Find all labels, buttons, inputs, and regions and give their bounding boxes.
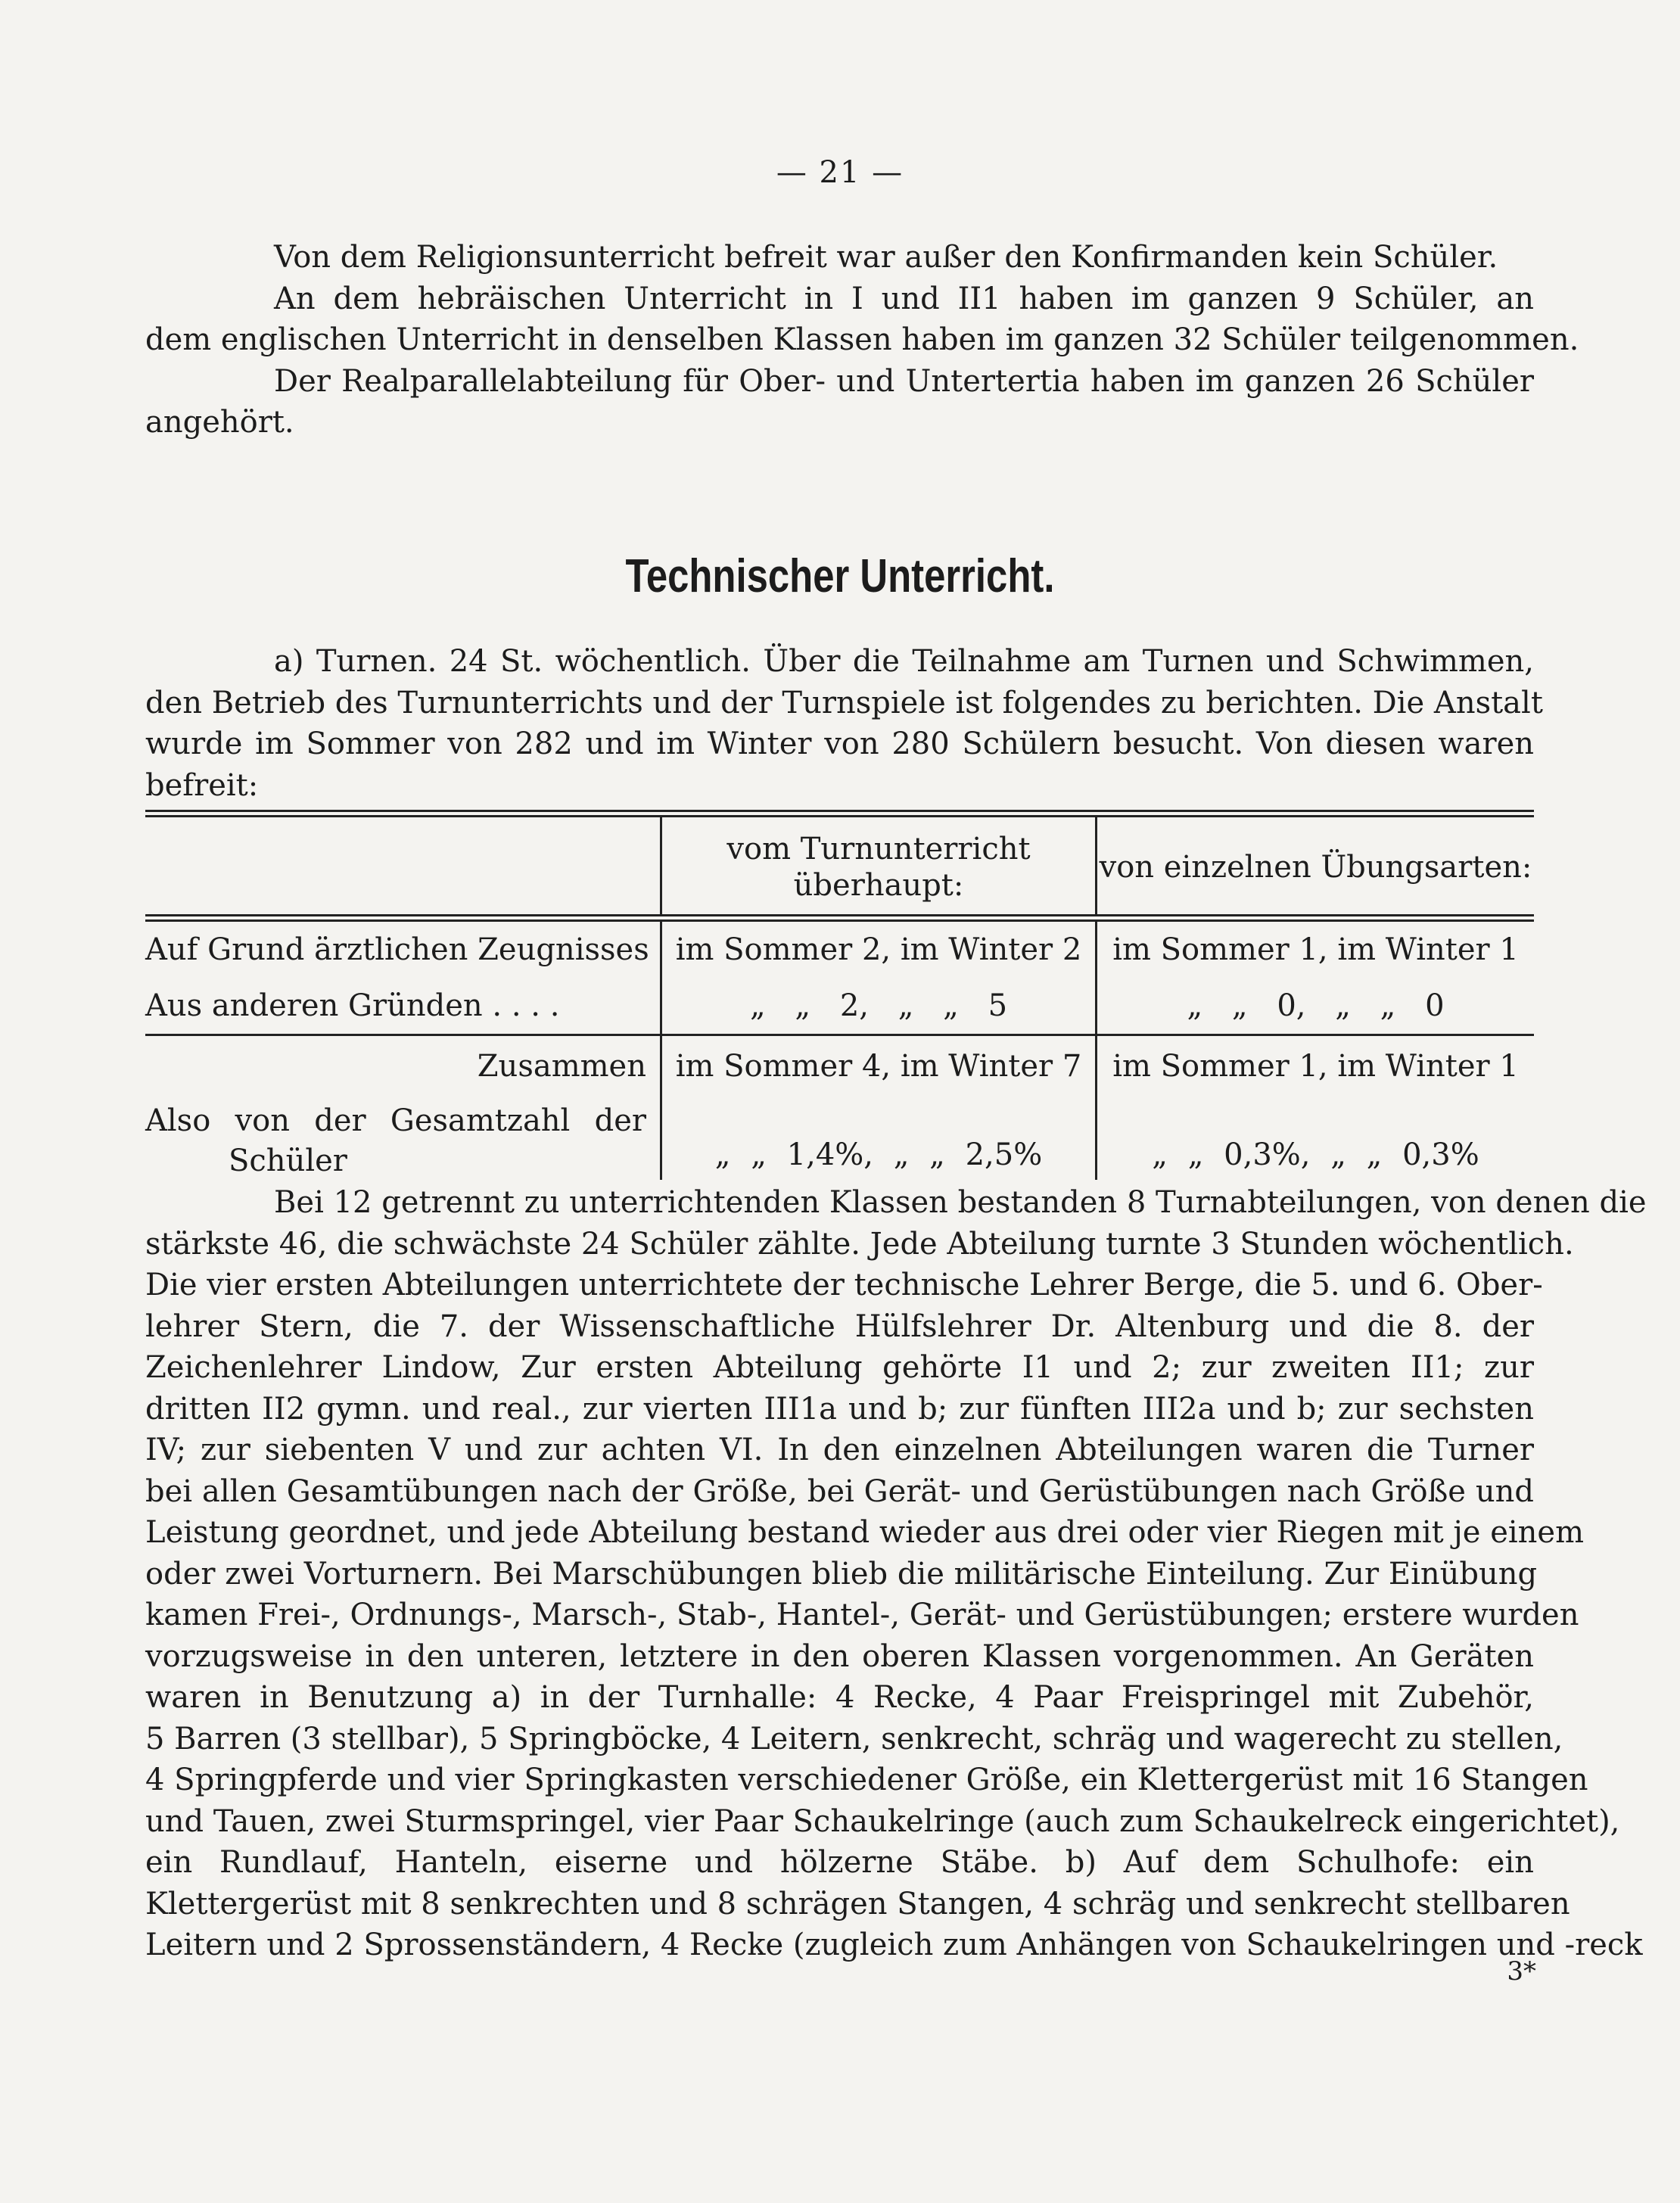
- text-line: stärkste 46, die schwächste 24 Schüler zählte. Jede Abteilung turnte 3 Stunden wöchentlich.: [145, 1226, 1574, 1262]
- table-header-row: [145, 817, 1534, 914]
- text-line: 5 Barren (3 stellbar), 5 Springböcke, 4 Leitern, senkrecht, schräg und wagerecht zu stellen,: [145, 1721, 1563, 1756]
- table-header-rule: [145, 914, 1534, 922]
- header-col-specific: von einzelnen Übungsarten:: [1095, 817, 1534, 914]
- table-row: [145, 1036, 1534, 1097]
- text-line: angehört.: [145, 405, 294, 440]
- table-row: [145, 1097, 1534, 1180]
- text-line: lehrer Stern, die 7. der Wissenschaftliche Hülfslehrer Dr. Altenburg und die 8. der: [145, 1308, 1534, 1344]
- text-line: den Betrieb des Turnunterrichts und der Turnspiele ist folgendes zu berichten. Die Anstalt: [145, 685, 1543, 720]
- row-value: im Sommer 1, im Winter 1: [1095, 922, 1534, 978]
- header-text: überhaupt:: [793, 868, 964, 903]
- text-line: kamen Frei-, Ordnungs-, Marsch-, Stab-, Hantel-, Gerät- und Gerüstübungen; erstere wurden: [145, 1598, 1579, 1632]
- turnen-paragraph: [145, 641, 1543, 806]
- text-line: dem englischen Unterricht in denselben Klassen haben im ganzen 32 Schüler teilgenommen.: [145, 322, 1579, 357]
- header-col-general: [660, 817, 1095, 914]
- text-line: a) Turnen. 24 St. wöchentlich. Über die Teilnahme am Turnen und Schwimmen,: [274, 644, 1534, 679]
- header-empty-cell: [145, 817, 660, 914]
- page-number: — 21 —: [776, 155, 904, 190]
- text-line: Von dem Religionsunterricht befreit war außer den Konfirmanden kein Schüler.: [274, 240, 1498, 275]
- row-label: Aus anderen Gründen . . . .: [145, 988, 560, 1023]
- text-line: Der Realparallelabteilung für Ober- und Untertertia haben im ganzen 26 Schüler: [274, 363, 1534, 399]
- row-label: Auf Grund ärztlichen Zeugnisses: [145, 932, 649, 967]
- text-line: Leistung geordnet, und jede Abteilung bestand wieder aus drei oder vier Riegen mit je einem: [145, 1515, 1585, 1550]
- table-row: [145, 978, 1534, 1034]
- text-line: IV; zur siebenten V und zur achten VI. In den einzelnen Abteilungen waren die Turner: [145, 1433, 1534, 1467]
- text-line: ein Rundlauf, Hanteln, eiserne und hölzerne Stäbe. b) Auf dem Schulhofe: ein: [145, 1845, 1534, 1880]
- main-paragraph: [145, 1182, 1647, 1966]
- table-row: [145, 922, 1534, 978]
- section-heading: Technischer Unterricht.: [625, 550, 1055, 602]
- row-value: [660, 1097, 1095, 1180]
- signature-mark: 3*: [1507, 1956, 1536, 1987]
- header-text: vom Turnunterricht: [726, 832, 1031, 867]
- text-line: Klettergerüst mit 8 senkrechten und 8 schrägen Stangen, 4 schräg und senkrecht stellbaren: [145, 1886, 1570, 1921]
- text-line: waren in Benutzung a) in der Turnhalle: 4 Recke, 4 Paar Freispringel mit Zubehör,: [145, 1680, 1534, 1715]
- text-line: oder zwei Vorturnern. Bei Marschübungen blieb die militärische Einteilung. Zur Einübung: [145, 1556, 1538, 1592]
- row-value: „ „ 2, „ „ 5: [660, 978, 1095, 1034]
- row-value: [1095, 1097, 1534, 1180]
- row-value: im Sommer 2, im Winter 2: [660, 922, 1095, 978]
- text-line: und Tauen, zwei Sturmspringel, vier Paar Schaukelringe (auch zum Schaukelreck eingerichtet),: [145, 1803, 1620, 1839]
- row-label-text: Schüler: [229, 1144, 347, 1178]
- row-label: Zusammen: [477, 1049, 646, 1084]
- text-line: Leitern und 2 Sprossenständern, 4 Recke (zugleich zum Anhängen von Schaukelringen und -reck: [145, 1928, 1643, 1962]
- intro-paragraphs: [145, 237, 1579, 443]
- text-line: An dem hebräischen Unterricht in I und II1 haben im ganzen 9 Schüler, an: [274, 281, 1534, 316]
- row-value: im Sommer 4, im Winter 7: [660, 1036, 1095, 1097]
- row-value: im Sommer 1, im Winter 1: [1095, 1036, 1534, 1097]
- text-line: befreit:: [145, 767, 259, 803]
- text-line: bei allen Gesamtübungen nach der Größe, bei Gerät- und Gerüstübungen nach Größe und: [145, 1473, 1534, 1509]
- text-line: vorzugsweise in den unteren, letztere in den oberen Klassen vorgenommen. An Geräten: [145, 1638, 1534, 1674]
- text-line: Zeichenlehrer Lindow, Zur ersten Abteilung gehörte I1 und 2; zur zweiten II1; zur: [145, 1350, 1534, 1385]
- text-line: dritten II2 gymn. und real., zur vierten III1a und b; zur fünften III2a und b; zur sechsten: [145, 1391, 1534, 1427]
- text-line: wurde im Sommer von 282 und im Winter von 280 Schülern besucht. Von diesen waren: [145, 727, 1534, 761]
- row-label-text: Also von der Gesamtzahl der: [145, 1103, 646, 1138]
- text-line: 4 Springpferde und vier Springkasten verschiedener Größe, ein Klettergerüst mit 16 Stangen: [145, 1763, 1588, 1797]
- row-value-text: „ „ 1,4%, „ „ 2,5%: [714, 1137, 1043, 1172]
- text-line: Die vier ersten Abteilungen unterrichtete der technische Lehrer Berge, die 5. und 6. Ober-: [145, 1268, 1543, 1302]
- exemption-table: [145, 810, 1534, 1180]
- row-value: „ „ 0, „ „ 0: [1095, 978, 1534, 1034]
- row-value-text: „ „ 0,3%, „ „ 0,3%: [1152, 1137, 1479, 1172]
- text-line: Bei 12 getrennt zu unterrichtenden Klassen bestanden 8 Turnabteilungen, von denen die: [274, 1185, 1647, 1220]
- row-label: [145, 1097, 660, 1180]
- table-top-rule: [145, 810, 1534, 817]
